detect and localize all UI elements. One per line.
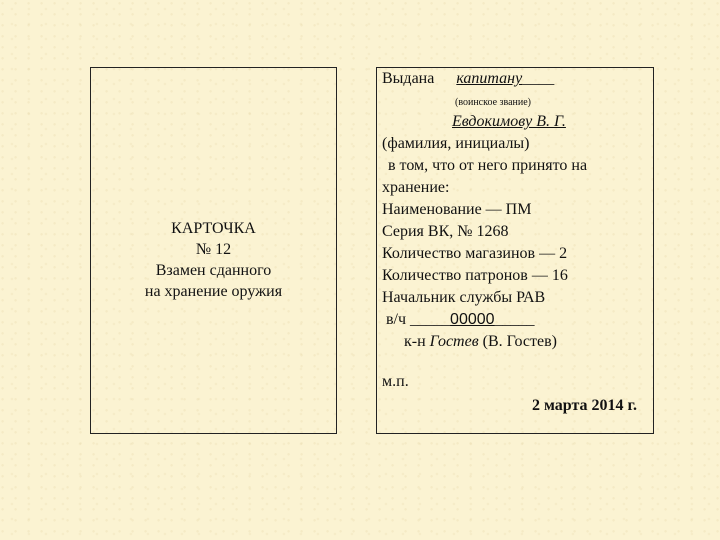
- name-value: Евдокимову В. Г.: [452, 113, 566, 130]
- issue-date: 2 марта 2014 г.: [532, 397, 637, 414]
- signer-rank: к-н: [404, 333, 426, 350]
- unit-number: 00000: [450, 311, 495, 328]
- card-title-block: [91, 218, 336, 302]
- magazines-line: Количество магазинов — 2: [382, 245, 568, 262]
- issued-line: [382, 70, 554, 88]
- weapon-card-left: [90, 67, 337, 434]
- card-number: № 12: [195, 241, 232, 258]
- issued-label: Выдана: [382, 70, 435, 87]
- cartridges-line: Количество патронов — 16: [382, 267, 568, 284]
- card-title: КАРТОЧКА: [171, 220, 256, 237]
- unit-line: [386, 311, 535, 329]
- item-name-line: Наименование — ПМ: [382, 201, 532, 218]
- accepted-line: в том, что от него принято на: [388, 157, 588, 174]
- rank-caption: (воинское звание): [455, 97, 531, 108]
- signer-full-name: (В. Гостев): [482, 333, 557, 350]
- unit-prefix: в/ч _____: [386, 311, 451, 328]
- signer-line: [404, 333, 557, 351]
- unit-suffix: _____: [494, 311, 535, 328]
- name-caption: (фамилия, инициалы): [382, 135, 530, 152]
- card-subtitle-1: Взамен сданного: [155, 262, 272, 279]
- series-line: Серия ВК, № 1268: [382, 223, 509, 240]
- rank-value: капитану: [456, 70, 523, 87]
- storage-line: хранение:: [382, 179, 450, 196]
- stamp-label: м.п.: [382, 373, 409, 390]
- card-subtitle-2: на хранение оружия: [144, 283, 283, 300]
- signer-name: Гостев: [429, 333, 479, 350]
- rank-tail: ____: [522, 70, 555, 87]
- chief-line: Начальник службы РАВ: [382, 289, 546, 306]
